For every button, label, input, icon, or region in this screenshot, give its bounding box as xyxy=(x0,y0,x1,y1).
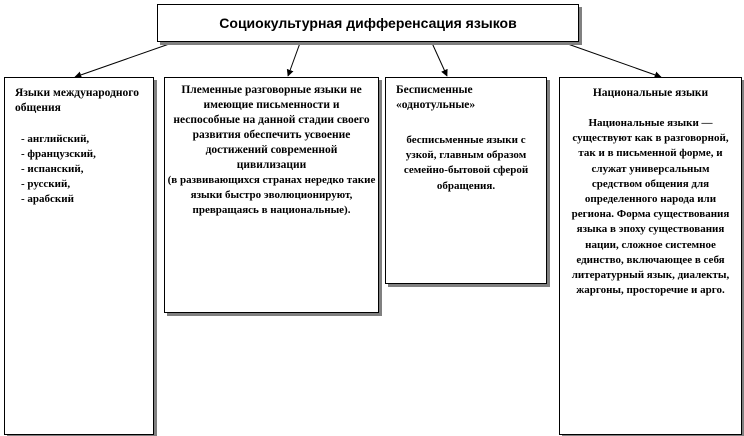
national-languages-box xyxy=(559,77,742,435)
international-languages-box xyxy=(4,77,154,435)
unwritten-heading: Бесписменные «однотульные» xyxy=(396,84,476,111)
unwritten-languages-box xyxy=(385,77,547,284)
list-item: - русский, xyxy=(21,178,71,190)
diagram-title: Социокультурная дифференсация языков xyxy=(219,15,517,31)
international-heading: Языки международного общения xyxy=(15,87,139,114)
national-text: Национальные языки — существуют как в разговорной, так и в письменной форме, и служат универсальным средством общения для определенного народа или региона. Форма существования языка в эпоху существования нации, сложное системное единство, включающее в себя литературный язык, диалекты, жаргоны, просторечие и арго. xyxy=(571,117,730,297)
arrow-to-tribal xyxy=(288,43,300,76)
tribal-heading: Племенные разговорные языки не имеющие письменности и неспособные на данной стадии своего развития обеспечить усвоение достижений современной цивилизации xyxy=(173,84,370,171)
list-item: - арабский xyxy=(21,193,74,205)
unwritten-text: бесписьменные языки с узкой, главным образом семейно-бытовой сферой обращения. xyxy=(403,134,529,192)
list-item: - испанский, xyxy=(21,163,84,175)
list-item: - французский, xyxy=(21,148,96,160)
international-list xyxy=(5,132,153,207)
tribal-text: (в развивающихся странах нередко такие языки быстро эволюционируют, превращаясь в национальные). xyxy=(167,174,376,217)
arrow-to-national xyxy=(565,43,661,77)
tribal-languages-box xyxy=(164,77,379,313)
national-heading: Национальные языки xyxy=(592,87,709,99)
diagram-title-box xyxy=(157,4,579,42)
arrow-to-unwritten xyxy=(432,43,447,76)
list-item: - английский, xyxy=(21,133,90,145)
arrow-to-international xyxy=(75,43,172,77)
